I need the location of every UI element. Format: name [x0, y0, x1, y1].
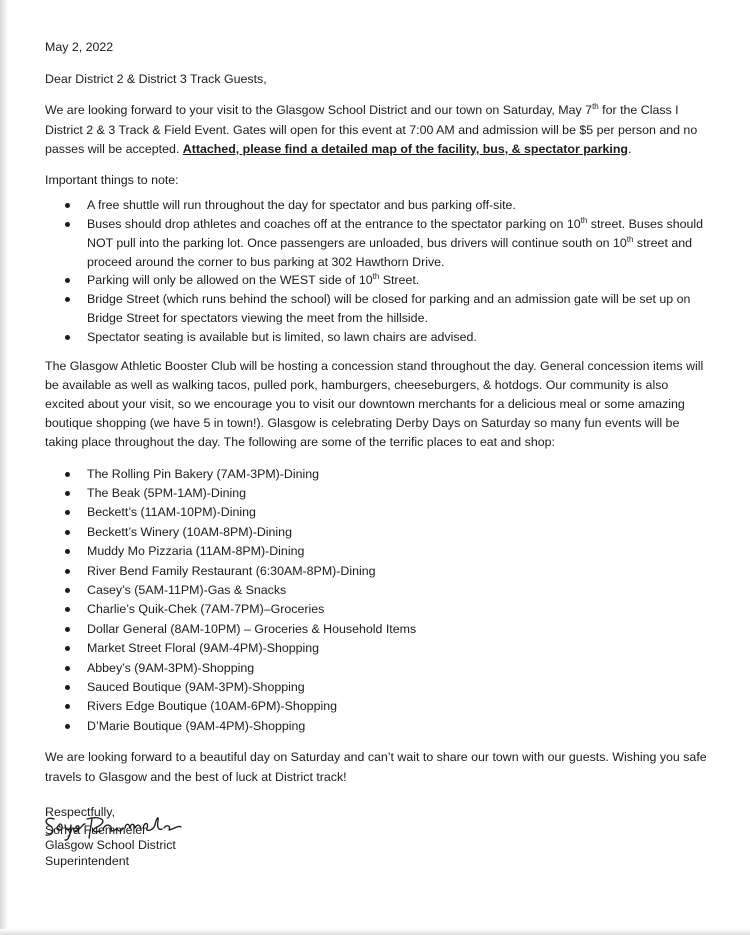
note-text: Street. — [379, 273, 420, 288]
intro-end: . — [628, 141, 632, 156]
intro-text-2: for the Class I District 2 & 3 Track & Field Event. Gates will open for this event at 7:00 AM and admission will be $5 per person and no passes will be accepted. — [45, 103, 698, 156]
signer-title: Superintendent — [45, 854, 130, 869]
intro-sup: th — [592, 102, 599, 112]
note-text: street and proceed around the corner to bus parking at 302 Hawthorn Drive. — [87, 235, 693, 269]
note-item — [87, 215, 710, 271]
notes-heading: Important things to note: — [45, 173, 179, 188]
place-item: Casey’s (5AM-11PM)-Gas & Snacks — [87, 581, 710, 600]
signoff: Respectfully, — [45, 804, 116, 819]
letter-greeting: Dear District 2 & District 3 Track Guests, — [45, 72, 267, 87]
note-text: street. Buses should NOT pull into the parking lot. Once passengers are unloaded, bus drivers will continue south on 10 — [87, 217, 704, 250]
note-text: Buses should drop athletes and coaches off at the entrance to the spectator parking on 10 — [87, 217, 581, 232]
concession-paragraph: The Glasgow Athletic Booster Club will be hosting a concession stand throughout the day. General concession items will be available as well as walking tacos, pulled pork, hamburgers, cheeseburgers, & hotdogs. Our community is also excited about your visit, so we encourage you to visit our downtown merchants for a delicious meal or some amazing boutique shopping (we have 5 in town!). Glasgow is celebrating Derby Days on Saturday so many fun events will be taking place throughout the day. The following are some of the terrific places to eat and shop: — [45, 358, 704, 450]
intro-paragraph — [45, 101, 710, 159]
place-item: Charlie’s Quik-Chek (7AM-7PM)–Groceries — [87, 600, 710, 619]
place-item: Rivers Edge Boutique (10AM-6PM)-Shopping — [87, 697, 710, 716]
place-item: Abbey’s (9AM-3PM)-Shopping — [87, 659, 710, 678]
note-item — [87, 196, 710, 215]
note-sup: th — [580, 216, 588, 226]
signer-name: Sonya Fuemmeler — [45, 822, 147, 837]
note-text: Parking will only be allowed on the WEST side of 10 — [87, 273, 373, 288]
place-item: Dollar General (8AM-10PM) – Groceries & Household Items — [87, 620, 710, 639]
notes-list — [45, 196, 710, 346]
signer-organization: Glasgow School District — [45, 838, 176, 853]
page-bottom-shadow — [0, 929, 750, 935]
place-item: Beckett’s Winery (10AM-8PM)-Dining — [87, 523, 710, 542]
note-item — [87, 290, 710, 328]
place-item: Muddy Mo Pizzaria (11AM-8PM)-Dining — [87, 542, 710, 561]
place-item: D’Marie Boutique (9AM-4PM)-Shopping — [87, 717, 710, 736]
note-item — [87, 328, 710, 347]
note-text: A free shuttle will run throughout the day for spectator and bus parking off-site. — [87, 198, 516, 213]
note-sup: th — [372, 272, 380, 282]
place-item: Beckett’s (11AM-10PM)-Dining — [87, 503, 710, 522]
letter-date: May 2, 2022 — [45, 40, 114, 54]
note-sup: th — [626, 234, 634, 244]
signature-block — [45, 805, 710, 870]
place-item: Market Street Floral (9AM-4PM)-Shopping — [87, 639, 710, 658]
note-item — [87, 271, 710, 290]
places-list — [45, 465, 710, 737]
note-text: Bridge Street (which runs behind the school) will be closed for parking and an admission gate will be set up on Bridge Street for spectators viewing the meet from the hillside. — [87, 292, 691, 325]
intro-text-1: We are looking forward to your visit to the Glasgow School District and our town on Saturday, May 7 — [45, 103, 593, 118]
map-attachment-note: Attached, please find a detailed map of the facility, bus, & spectator parking — [182, 141, 628, 156]
note-text: Spectator seating is available but is limited, so lawn chairs are advised. — [87, 329, 477, 344]
place-item: Sauced Boutique (9AM-3PM)-Shopping — [87, 678, 710, 697]
place-item: The Beak (5PM-1AM)-Dining — [87, 484, 710, 503]
place-item: The Rolling Pin Bakery (7AM-3PM)-Dining — [87, 465, 710, 484]
closing-paragraph: We are looking forward to a beautiful day on Saturday and can’t wait to share our town with our guests. Wishing you safe travels to Glasgow and the best of luck at District track! — [45, 750, 707, 784]
place-item: River Bend Family Restaurant (6:30AM-8PM)-Dining — [87, 562, 710, 581]
